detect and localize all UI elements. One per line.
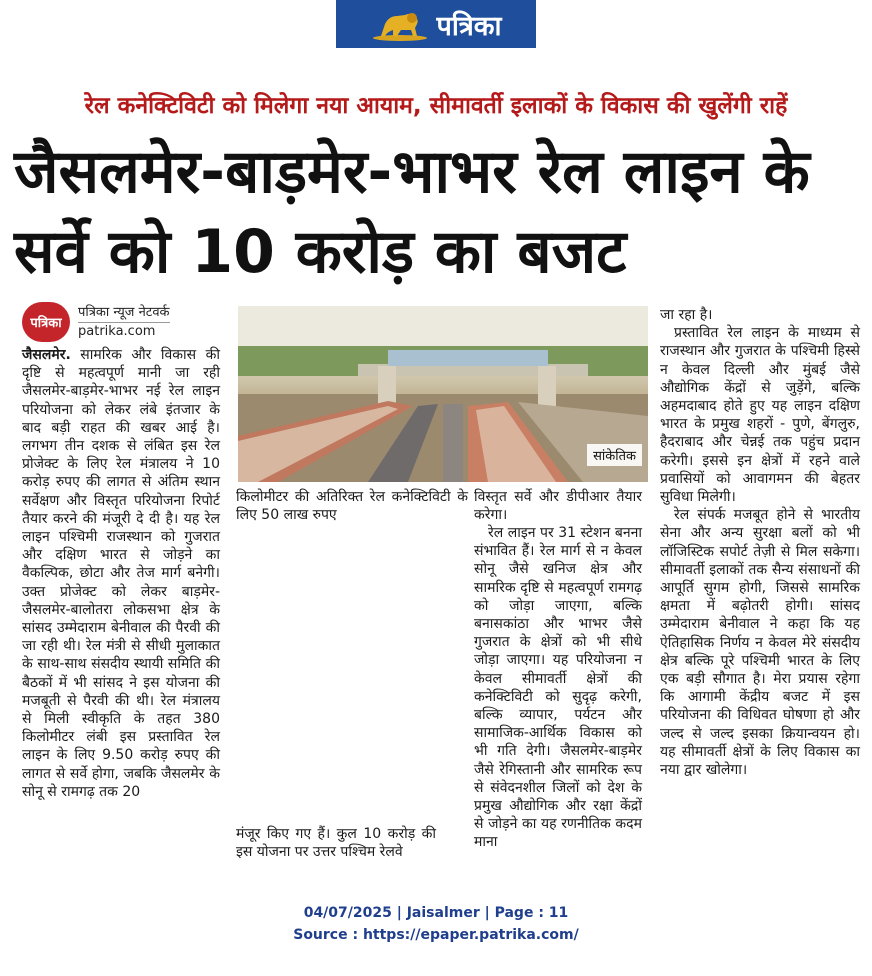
footer-date-edition: 04/07/2025 | Jaisalmer | Page : 11 (303, 905, 569, 921)
article-column-3 (474, 524, 642, 852)
column-4-para-1: जा रहा है। (660, 307, 713, 323)
article-column-2-top (236, 488, 468, 524)
column-2-top-text: किलोमीटर की अतिरिक्त रेल कनेक्टिविटी के लिए 50 लाख रुपए (236, 489, 468, 524)
lion-emblem-icon (371, 6, 429, 42)
article-kicker: रेल कनेक्टिविटी को मिलेगा नया आयाम, सीमावर्ती इलाकों के विकास की खुलेंगी राहें (84, 93, 788, 119)
article-column-1 (22, 346, 220, 801)
article-column-4 (660, 306, 860, 779)
masthead (336, 0, 536, 48)
article-column-3-top (474, 488, 642, 524)
railway-station-photo (238, 306, 648, 482)
column-2-bottom-text: मंजूर किए गए हैं। कुल 10 करोड़ की इस योजना पर उत्तर पश्चिम रेलवे (236, 826, 436, 861)
byline-site: patrika.com (78, 323, 156, 339)
byline-network: पत्रिका न्यूज नेटवर्क (78, 304, 170, 323)
byline-text (78, 304, 170, 341)
column-3-top-text: विस्तृत सर्वे और डीपीआर तैयार करेगा। (474, 489, 642, 524)
footer-source: Source : https://epaper.patrika.com/ (293, 927, 579, 943)
column-3-text: रेल लाइन पर 31 स्टेशन बनना संभावित हैं। रेल मार्ग से न केवल सोनू जैसे खनिज क्षेत्र और सामरिक दृष्टि से महत्वपूर्ण रामगढ़ को जोड़ा जाएगा, बल्कि बनासकांठा और भाभर जैसे गुजरात के क्षेत्रों को भी सीधे जोड़ा जाएगा। यह परियोजना न केवल सीमावर्ती क्षेत्रों की कनेक्टिविटी को सुदृढ़ करेगी, बल्कि व्यापार, पर्यटन और सामाजिक-आर्थिक विकास को भी गति देगी। जैसलमेर-बाड़मेर जैसे रेगिस्तानी और सामरिक रूप से संवेदनशील जिलों को देश के प्रमुख औद्योगिक और रक्षा केंद्रों से जोड़ने का यह रणनीतिक कदम माना (474, 525, 642, 851)
byline-badge: पत्रिका (22, 302, 70, 342)
article-column-2-bottom (236, 825, 436, 861)
byline (22, 300, 232, 344)
brand-logo-text: पत्रिका (436, 10, 502, 42)
article-headline: जैसलमेर-बाड़मेर-भाभर रेल लाइन के सर्वे को 10 करोड़ का बजट (14, 137, 810, 287)
column-1-text: सामरिक और विकास की दृष्टि से महत्वपूर्ण मानी जा रही जैसलमेर-बाड़मेर-भाभर नई रेल लाइन परियोजना को लेकर लंबे इंतजार के बाद बड़ी राहत की खबर आई है। लगभग तीन दशक से लंबित इस रेल प्रोजेक्ट के लिए रेल मंत्रालय ने 10 करोड़ रुपए की लागत से अंतिम स्थान सर्वेक्षण और विस्तृत परियोजना रिपोर्ट तैयार करने की मंजूरी दे दी है। यह रेल लाइन पश्चिमी राजस्थान को गुजरात और दक्षिण भारत से जोड़ने का वैकल्पिक, छोटा और तेज मार्ग बनेगी। उक्त प्रोजेक्ट को लेकर बाड़मेर-जैसलमेर-बालोतरा लोकसभा क्षेत्र के सांसद उम्मेदाराम बेनीवाल की पैरवी की जा रही थी। रेल मंत्री से सीधी मुलाकात के साथ-साथ संसदीय स्थायी समिति की बैठकों में भी सांसद ने इस योजना की मजबूती से पैरवी की थी। रेल मंत्रालय से मिली स्वीकृति के तहत 380 किलोमीटर लंबी इस प्रस्तावित रेल लाइन के लिए 9.50 करोड़ रुपए की लागत से सर्वे होगा, जबकि जैसलमेर के सोनू से रामगढ़ तक 20 (22, 347, 220, 800)
column-4-para-3: रेल संपर्क मजबूत होने से भारतीय सेना और अन्य सुरक्षा बलों को भी लॉजिस्टिक सपोर्ट तेज़ी से मिल सकेगा। सीमावर्ती इलाकों तक सैन्य संसाधनों की आपूर्ति सुगम होगी, जिससे सामरिक क्षमता में बढ़ोतरी होगी। सांसद उम्मेदाराम बेनीवाल ने कहा कि यह ऐतिहासिक निर्णय न केवल मेरे संसदीय क्षेत्र बल्कि पूरे पश्चिमी भारत के लिए एक बड़ी सौगात है। मेरा प्रयास रहेगा कि आगामी केंद्रीय बजट में इस परियोजना की विधिवत घोषणा हो और जल्द से जल्द इसका क्रियान्वयन हो। यह सीमावर्ती क्षेत्रों के लिए विकास का नया द्वार खोलेगा। (660, 507, 860, 779)
footer (0, 902, 872, 946)
photo-caption: सांकेतिक (587, 444, 642, 466)
column-4-para-2: प्रस्तावित रेल लाइन के माध्यम से राजस्थान और गुजरात के पश्चिमी हिस्से न केवल दिल्ली और मुंबई जैसे औद्योगिक केंद्रों से जुड़ेंगे, बल्कि अहमदाबाद होते हुए यह लाइन दक्षिण भारत के प्रमुख शहरों - पुणे, बेंगलुरु, हैदराबाद और चेन्नई तक पहुंच प्रदान करेगी। इससे इन क्षेत्रों में रहने वाले प्रवासियों को आवागमन की बेहतर सुविधा मिलेगी। (660, 325, 860, 506)
dateline: जैसलमेर. (22, 347, 71, 363)
